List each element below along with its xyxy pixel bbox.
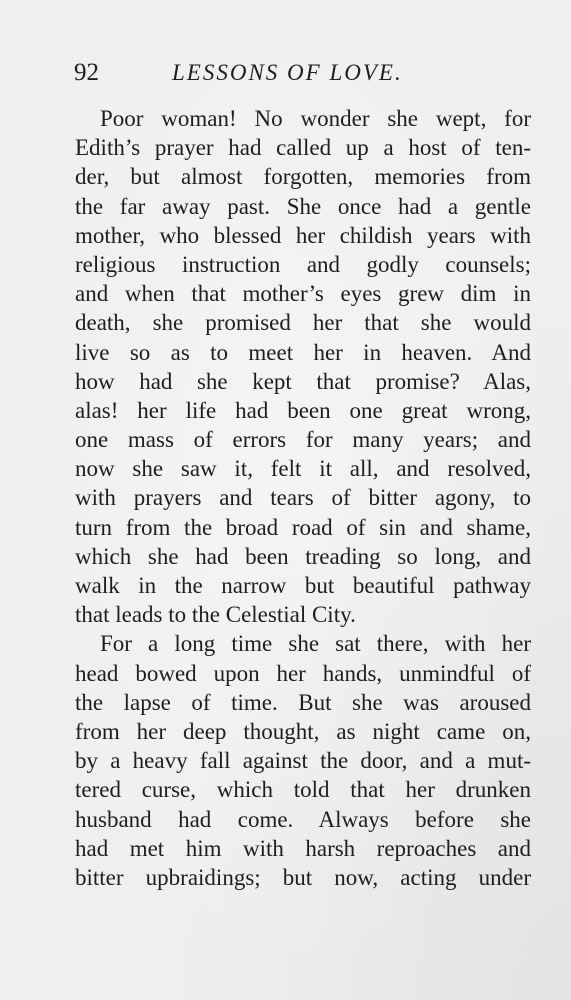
text-line: from her deep thought, as night came on, — [75, 718, 531, 744]
text-line: and when that mother’s eyes grew dim in — [75, 281, 531, 307]
text-line: had met him with harsh reproaches and — [75, 835, 531, 861]
text-line: der, but almost forgotten, memories from — [75, 164, 531, 190]
running-title: LESSONS OF LOVE. — [172, 60, 403, 85]
text-line: Edith’s prayer had called up a host of ten- — [75, 135, 531, 161]
text-line: husband had come. Always before she — [75, 806, 531, 832]
text-line: live so as to meet her in heaven. And — [75, 339, 531, 365]
text-line: mother, who blessed her childish years with — [75, 222, 531, 248]
running-head — [74, 57, 446, 89]
text-line: that leads to the Celestial City. — [75, 602, 356, 628]
text-line: For a long time she sat there, with her — [100, 631, 531, 657]
text-line: now she saw it, felt it all, and resolved, — [75, 456, 531, 482]
paragraph-1 — [75, 104, 531, 629]
text-line: tered curse, which told that her drunken — [75, 777, 531, 803]
text-line: one mass of errors for many years; and — [75, 427, 531, 453]
page-number: 92 — [74, 59, 99, 86]
text-line: with prayers and tears of bitter agony, to — [75, 485, 531, 511]
text-line: head bowed upon her hands, unmindful of — [75, 660, 531, 686]
text-line: religious instruction and godly counsels; — [75, 251, 531, 277]
paragraph-2 — [75, 629, 531, 892]
text-line: Poor woman! No wonder she wept, for — [100, 106, 531, 131]
text-line: turn from the broad road of sin and shame, — [75, 514, 531, 540]
text-line: alas! her life had been one great wrong, — [75, 397, 531, 423]
text-line: walk in the narrow but beautiful pathway — [75, 573, 531, 598]
text-line: how had she kept that promise? Alas, — [75, 368, 531, 394]
text-line: bitter upbraidings; but now, acting under — [75, 864, 531, 890]
body-text — [75, 104, 531, 892]
text-line: the far away past. She once had a gentle — [75, 193, 531, 219]
text-line: death, she promised her that she would — [75, 310, 531, 336]
text-line: which she had been treading so long, and — [75, 543, 531, 569]
text-line: the lapse of time. But she was aroused — [75, 689, 531, 715]
text-line: by a heavy fall against the door, and a mut- — [75, 748, 531, 774]
